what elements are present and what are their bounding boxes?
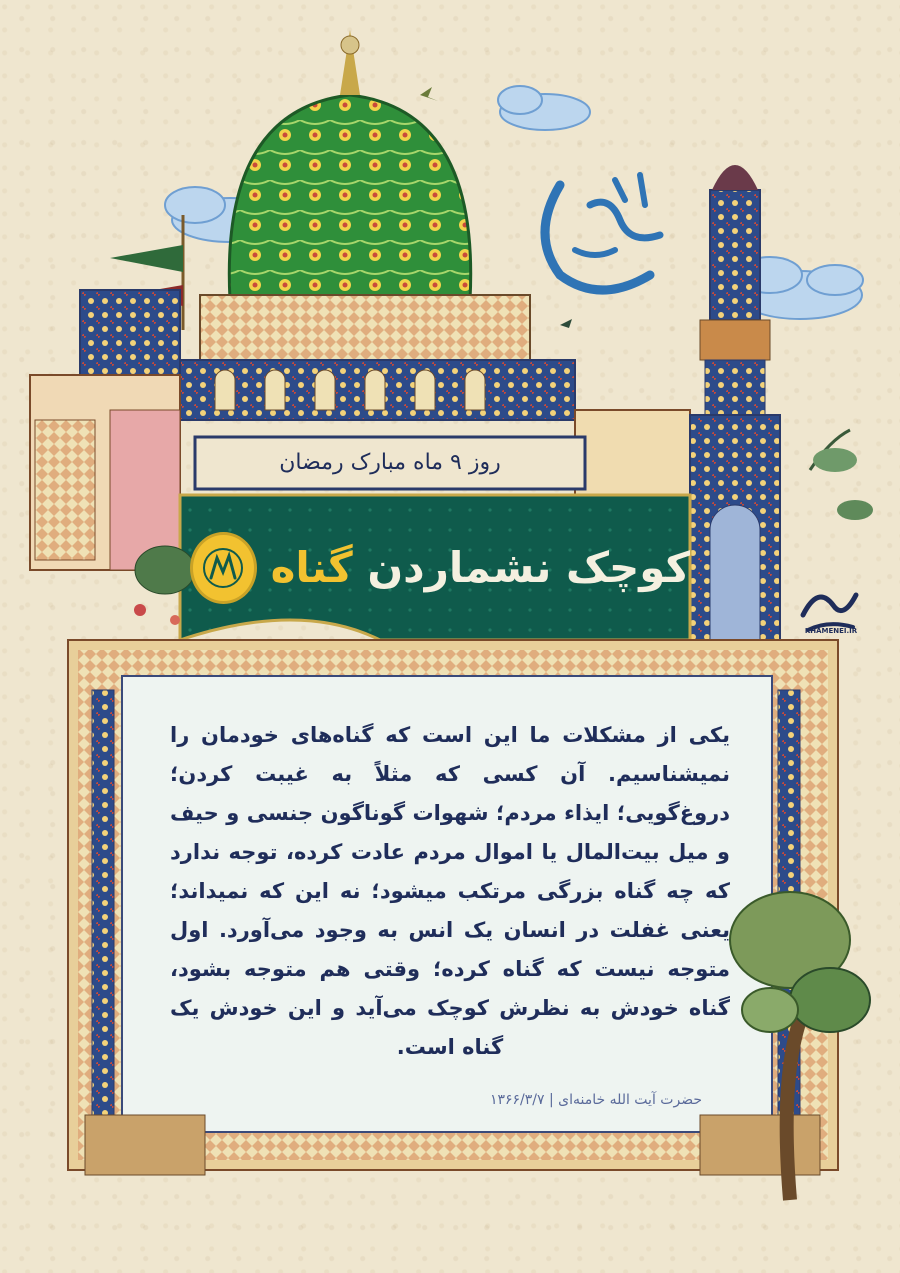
bird-icon xyxy=(560,319,578,331)
citation: حضرت آیت الله خامنه‌ای | ۱۳۶۶/۳/۷ xyxy=(489,1092,702,1108)
minaret xyxy=(690,165,780,690)
quote-box xyxy=(122,676,772,1132)
title-part-2: گناه xyxy=(270,543,353,592)
emblem-icon xyxy=(190,532,257,604)
flag-green xyxy=(110,245,183,272)
bird-icon xyxy=(420,87,438,101)
site-calligraphy-logo-icon xyxy=(798,575,860,635)
site-name: KHAMENEI.IR xyxy=(804,627,858,635)
plant-right xyxy=(810,430,873,520)
ribbon-date: روز ۹ ماه مبارک رمضان xyxy=(279,449,501,475)
column-left xyxy=(92,690,114,1120)
quote-text: یکی از مشکلات ما این است که گناه‌های خودمان را نمیشناسیم. آن کسی که مثلاً به غیبت کردن؛ دروغ‌گویی؛ ایذاء مردم؛ شهوات گوناگون جنسی و حیف و میل بیت‌المال یا اموال مردم عادت کرده، توجه ندارد که چه گناه بزرگی مرتکب میشود؛ نه این که نمیداند؛ یعنی غفلت در انسان یک انس به وجود می‌آورد. اول متوجه نیست که گناه کرده؛ وقتی هم متوجه بشود، گناه خودش به نظرش کوچک می‌آید و این خودش یک گناه است. xyxy=(170,723,730,1059)
title-part-1: کوچک نشماردن xyxy=(367,543,690,592)
title-panel xyxy=(190,510,690,625)
dome xyxy=(229,30,470,300)
cloud-center xyxy=(498,86,590,130)
drum xyxy=(200,295,530,365)
bahar-quran-calligraphy-icon xyxy=(520,165,680,310)
page-title xyxy=(271,543,690,592)
